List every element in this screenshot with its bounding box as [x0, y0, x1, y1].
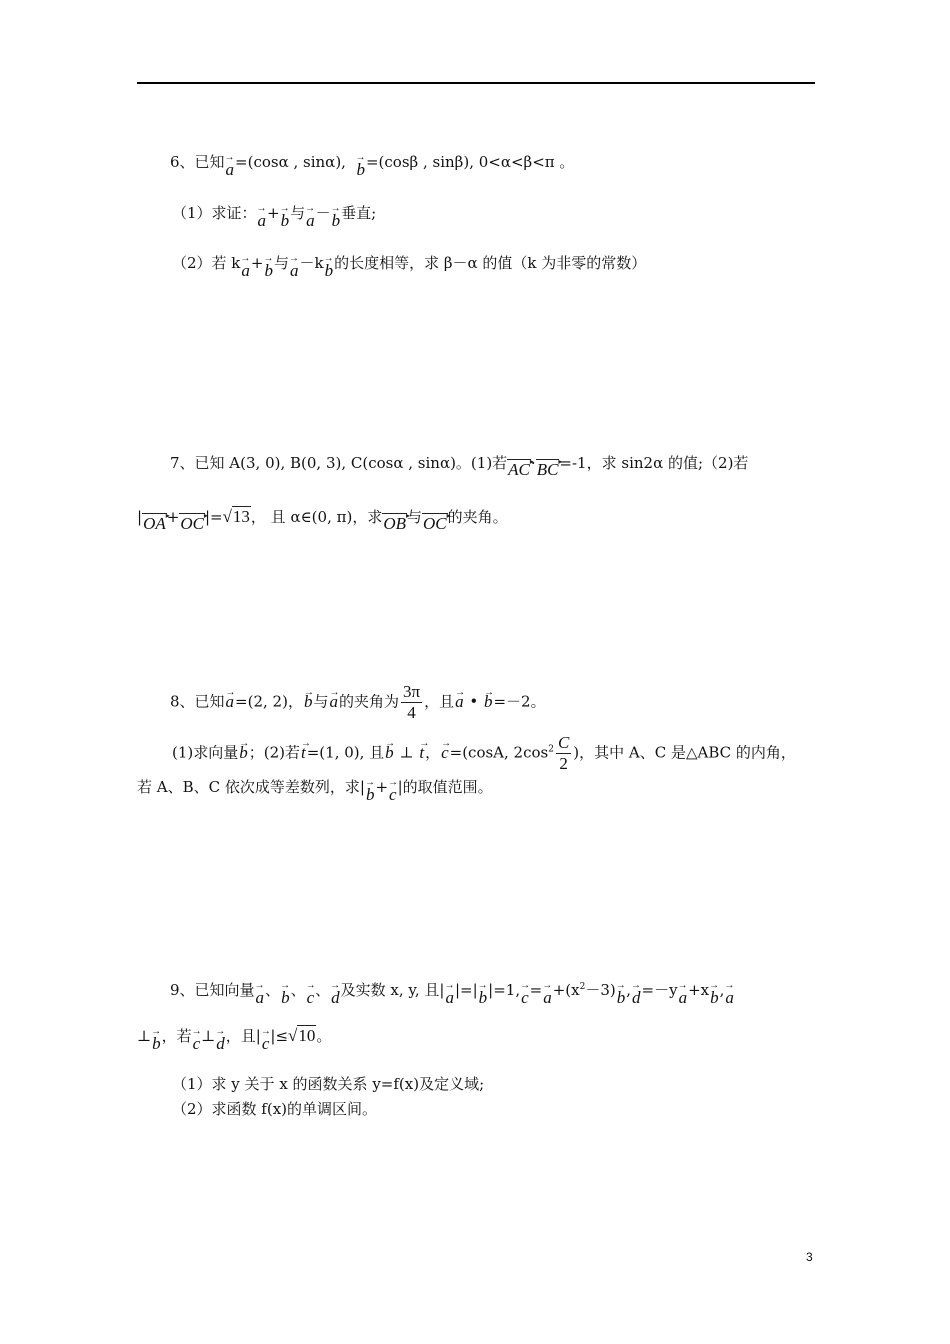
q6-line-2: （1）求证：→ a+→ b与→ a－→ b垂直; — [172, 203, 376, 223]
q8-line-2: (1)求向量→ b；(2)若→ t=(1, 0), 且→ b ⊥ → t，→ c=(cosA, $2\cos^2$ $\frac{C}{2}$ )，其中 A、C 是△ABC 的内角， — [172, 733, 796, 774]
q7-line-2: |OA ▸+OC ▸|=√13， 且 α∈(0, π)，求OB ▸与OC ▸的夹角。 — [137, 506, 508, 527]
fraction-3pi-over-4: $\frac{3\pi}{4}$ — [402, 682, 421, 722]
q7-line-1: 7、已知 A(3, 0), B(0, 3), C(cosα , sinα)。(1)若AC ▸·BC ▸=-1，求 sin2α 的值;（2)若 — [170, 452, 748, 473]
header-rule — [137, 82, 815, 84]
q6-line-3: （2）若 k→ a+→ b与→ a－k→ b的长度相等，求 β－α 的值（k 为非零的常数） — [172, 253, 646, 273]
q8-line-1: 8、已知→ a=(2, 2)，→ b与→ a的夹角为 $\frac{3\pi}{4}$ ，且→ a • → b=－2。 — [170, 682, 546, 723]
q6-line-1: 6、已知→ a=(cosα , sinα), → b=(cosβ , sinβ), 0<α<β<π 。 — [170, 152, 574, 172]
q9-line-3: （1）求 y 关于 x 的函数关系 y=f(x)及定义域; — [172, 1075, 485, 1093]
q8-line-3: 若 A、B、C 依次成等差数列，求|→ b+→ c|的取值范围。 — [137, 777, 493, 797]
q9-line-1: 9、已知向量→ a、→ b、→ c、→ d及实数 x, y, 且|→ $a|=|\to b|=1,\to c=\to a+(x^2-3)\to b,\to d=-y\to a+x\to b,\to a$ — [170, 977, 735, 1000]
q9-line-4: （2）求函数 f(x)的单调区间。 — [172, 1100, 378, 1118]
fraction-c-over-2: $\frac{C}{2}$ — [557, 733, 570, 773]
q9-line-2: ⊥→ b，若→ c⊥→ d，且|→ c|≤√10。 — [137, 1026, 331, 1046]
page-number: 3 — [806, 1250, 813, 1264]
